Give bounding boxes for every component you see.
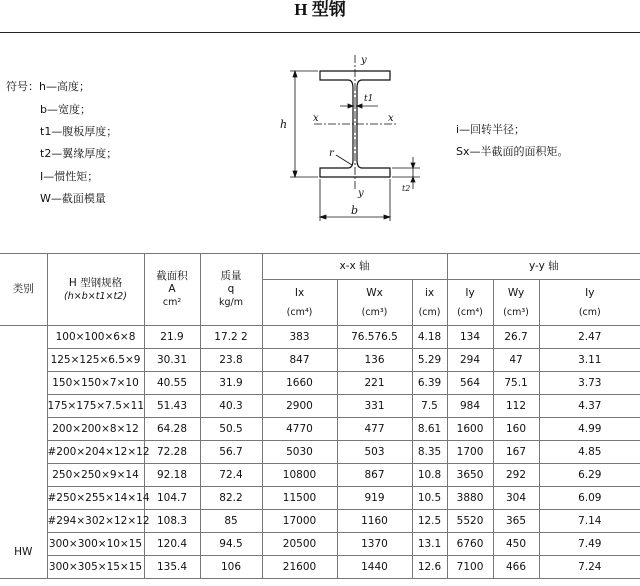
label-y-bottom: y xyxy=(358,188,364,199)
header-ix-inertia xyxy=(262,280,337,326)
table-row xyxy=(0,395,640,418)
header-iy-inertia xyxy=(447,280,493,326)
header-wy-sym: Wy xyxy=(507,286,525,299)
legend-sx: Sx—半截面的面积矩。 xyxy=(456,145,569,158)
label-t1: t1 xyxy=(364,94,374,104)
table-row xyxy=(0,326,640,349)
cell-spec: #200×204×12×12 xyxy=(47,441,144,464)
cell-iy-radius: 4.99 xyxy=(539,418,640,441)
cell-iy: 564 xyxy=(447,372,493,395)
cell-iy-radius: 7.14 xyxy=(539,510,640,533)
legend-h: 符号：h—高度； xyxy=(6,80,90,93)
header-iy-radius-sym: Iy xyxy=(585,286,595,299)
header-wx xyxy=(337,280,412,326)
cell-ix-radius: 4.18 xyxy=(412,326,447,349)
cell-ix: 11500 xyxy=(262,487,337,510)
legend-radius: i—回转半径； xyxy=(456,123,526,136)
cell-ix-radius: 6.39 xyxy=(412,372,447,395)
cell-wy: 292 xyxy=(493,464,539,487)
cell-ix: 20500 xyxy=(262,533,337,556)
h-steel-table xyxy=(0,253,640,579)
cell-spec: 125×125×6.5×9 xyxy=(47,349,144,372)
cell-ix-radius: 10.5 xyxy=(412,487,447,510)
cell-spec: #250×255×14×14 xyxy=(47,487,144,510)
content-box xyxy=(0,32,640,586)
cell-wx: 221 xyxy=(337,372,412,395)
header-area-label: 截面积 xyxy=(156,270,188,282)
header-spec-sub: (h×b×t1×t2) xyxy=(64,290,127,302)
cell-wy: 466 xyxy=(493,556,539,579)
cell-mass: 72.4 xyxy=(200,464,262,487)
table-row xyxy=(0,487,640,510)
table-row xyxy=(0,418,640,441)
cell-wy: 365 xyxy=(493,510,539,533)
header-ix-radius-unit: (cm) xyxy=(418,306,441,318)
cell-iy-radius: 6.29 xyxy=(539,464,640,487)
cell-wx: 1440 xyxy=(337,556,412,579)
cell-ix-radius: 7.5 xyxy=(412,395,447,418)
table-row xyxy=(0,464,640,487)
label-x-left: x xyxy=(313,113,319,124)
header-ix-radius xyxy=(412,280,447,326)
header-mass-label: 质量 xyxy=(220,270,242,282)
table-row xyxy=(0,372,640,395)
header-category: 类别 xyxy=(0,254,47,326)
cell-mass: 23.8 xyxy=(200,349,262,372)
cell-ix: 4770 xyxy=(262,418,337,441)
page-title: H 型钢 xyxy=(294,0,346,19)
cell-area: 64.28 xyxy=(144,418,200,441)
cell-wx: 331 xyxy=(337,395,412,418)
legend-t1: t1—腹板厚度； xyxy=(40,125,118,138)
cell-ix: 21600 xyxy=(262,556,337,579)
header-mass xyxy=(200,254,262,326)
label-y-top: y xyxy=(361,55,367,66)
cell-mass: 82.2 xyxy=(200,487,262,510)
header-area-sym: A xyxy=(168,283,176,295)
cell-ix: 383 xyxy=(262,326,337,349)
cell-mass: 17.2 2 xyxy=(200,326,262,349)
table-row xyxy=(0,349,640,372)
h-section-diagram xyxy=(0,33,640,253)
cell-iy-radius: 7.49 xyxy=(539,533,640,556)
cell-wy: 160 xyxy=(493,418,539,441)
header-iy-radius xyxy=(539,280,640,326)
cell-ix: 847 xyxy=(262,349,337,372)
category-cell: HW xyxy=(0,326,47,579)
cell-wy: 450 xyxy=(493,533,539,556)
header-iy-inertia-unit: (cm⁴) xyxy=(457,306,483,318)
cell-iy: 3880 xyxy=(447,487,493,510)
cell-ix-radius: 5.29 xyxy=(412,349,447,372)
cell-ix-radius: 8.61 xyxy=(412,418,447,441)
cell-wy: 167 xyxy=(493,441,539,464)
cell-mass: 106 xyxy=(200,556,262,579)
cell-wy: 26.7 xyxy=(493,326,539,349)
cell-ix-radius: 12.6 xyxy=(412,556,447,579)
cell-area: 108.3 xyxy=(144,510,200,533)
cell-iy: 984 xyxy=(447,395,493,418)
cell-wx: 1370 xyxy=(337,533,412,556)
header-area-unit: cm² xyxy=(162,297,182,308)
header-yy-axis: y-y 轴 xyxy=(447,254,640,280)
header-wy-unit: (cm³) xyxy=(503,306,529,318)
table-row xyxy=(0,533,640,556)
cell-ix: 17000 xyxy=(262,510,337,533)
cell-wx: 136 xyxy=(337,349,412,372)
cell-iy: 294 xyxy=(447,349,493,372)
cell-wx: 867 xyxy=(337,464,412,487)
cell-ix-radius: 12.5 xyxy=(412,510,447,533)
legend-t2: t2—翼缘厚度； xyxy=(40,147,118,160)
label-t2: t2 xyxy=(402,184,411,193)
header-wx-unit: (cm³) xyxy=(361,306,388,318)
cell-iy-radius: 3.73 xyxy=(539,372,640,395)
cell-wx: 1160 xyxy=(337,510,412,533)
cell-iy: 3650 xyxy=(447,464,493,487)
table-row xyxy=(0,441,640,464)
cell-iy-radius: 2.47 xyxy=(539,326,640,349)
cell-mass: 85 xyxy=(200,510,262,533)
header-ix-inertia-unit: (cm⁴) xyxy=(286,306,313,318)
cell-mass: 94.5 xyxy=(200,533,262,556)
cell-iy: 134 xyxy=(447,326,493,349)
cell-mass: 31.9 xyxy=(200,372,262,395)
table-row xyxy=(0,510,640,533)
cell-ix-radius: 8.35 xyxy=(412,441,447,464)
header-area xyxy=(144,254,200,326)
cell-area: 92.18 xyxy=(144,464,200,487)
cell-iy-radius: 7.24 xyxy=(539,556,640,579)
cell-ix-radius: 13.1 xyxy=(412,533,447,556)
cell-iy: 1600 xyxy=(447,418,493,441)
cell-iy-radius: 6.09 xyxy=(539,487,640,510)
cell-iy: 7100 xyxy=(447,556,493,579)
label-r: r xyxy=(329,148,334,159)
cell-spec: 100×100×6×8 xyxy=(47,326,144,349)
header-iy-radius-unit: (cm) xyxy=(578,306,601,318)
cell-area: 51.43 xyxy=(144,395,200,418)
table-wrap xyxy=(0,253,640,579)
cell-wx: 76.576.5 xyxy=(337,326,412,349)
header-mass-unit: kg/m xyxy=(219,297,243,308)
cell-wx: 477 xyxy=(337,418,412,441)
cell-ix: 1660 xyxy=(262,372,337,395)
cell-area: 30.31 xyxy=(144,349,200,372)
cell-wy: 304 xyxy=(493,487,539,510)
cell-ix: 2900 xyxy=(262,395,337,418)
cell-iy-radius: 4.37 xyxy=(539,395,640,418)
cell-mass: 56.7 xyxy=(200,441,262,464)
cell-area: 104.7 xyxy=(144,487,200,510)
legend-i: I—惯性矩； xyxy=(40,170,99,183)
cell-wx: 503 xyxy=(337,441,412,464)
cell-iy-radius: 4.85 xyxy=(539,441,640,464)
cell-iy: 6760 xyxy=(447,533,493,556)
header-wy xyxy=(493,280,539,326)
header-xx-axis: x-x 轴 xyxy=(262,254,447,280)
header-mass-sym: q xyxy=(227,283,235,295)
cell-spec: 150×150×7×10 xyxy=(47,372,144,395)
label-h: h xyxy=(280,118,288,131)
cell-iy: 5520 xyxy=(447,510,493,533)
cell-mass: 40.3 xyxy=(200,395,262,418)
cell-wy: 112 xyxy=(493,395,539,418)
cell-iy-radius: 3.11 xyxy=(539,349,640,372)
cell-area: 120.4 xyxy=(144,533,200,556)
cell-area: 135.4 xyxy=(144,556,200,579)
legend-w: W—截面模量 xyxy=(40,192,106,205)
cell-wx: 919 xyxy=(337,487,412,510)
cell-spec: 300×300×10×15 xyxy=(47,533,144,556)
table-body xyxy=(0,326,640,579)
header-ix-inertia-sym: Ix xyxy=(294,286,305,299)
cell-spec: 200×200×8×12 xyxy=(47,418,144,441)
cell-area: 21.9 xyxy=(144,326,200,349)
header-spec xyxy=(47,254,144,326)
header-wx-sym: Wx xyxy=(366,286,383,299)
header-ix-radius-sym: ix xyxy=(424,286,435,299)
cell-mass: 50.5 xyxy=(200,418,262,441)
label-b: b xyxy=(351,204,359,217)
cell-wy: 47 xyxy=(493,349,539,372)
cell-spec: 250×250×9×14 xyxy=(47,464,144,487)
cell-wy: 75.1 xyxy=(493,372,539,395)
cell-iy: 1700 xyxy=(447,441,493,464)
cell-spec: #294×302×12×12 xyxy=(47,510,144,533)
cell-area: 72.28 xyxy=(144,441,200,464)
header-iy-inertia-sym: Iy xyxy=(465,286,475,299)
r-leader-line xyxy=(336,155,352,165)
diagram-area xyxy=(0,33,640,253)
cell-area: 40.55 xyxy=(144,372,200,395)
legend-b: b—宽度； xyxy=(40,103,91,116)
table-row xyxy=(0,556,640,579)
cell-ix-radius: 10.8 xyxy=(412,464,447,487)
cell-spec: 175×175×7.5×11 xyxy=(47,395,144,418)
label-x-right: x xyxy=(388,113,394,124)
cell-ix: 10800 xyxy=(262,464,337,487)
cell-ix: 5030 xyxy=(262,441,337,464)
header-spec-label: H 型钢规格 xyxy=(68,276,123,289)
cell-spec: 300×305×15×15 xyxy=(47,556,144,579)
